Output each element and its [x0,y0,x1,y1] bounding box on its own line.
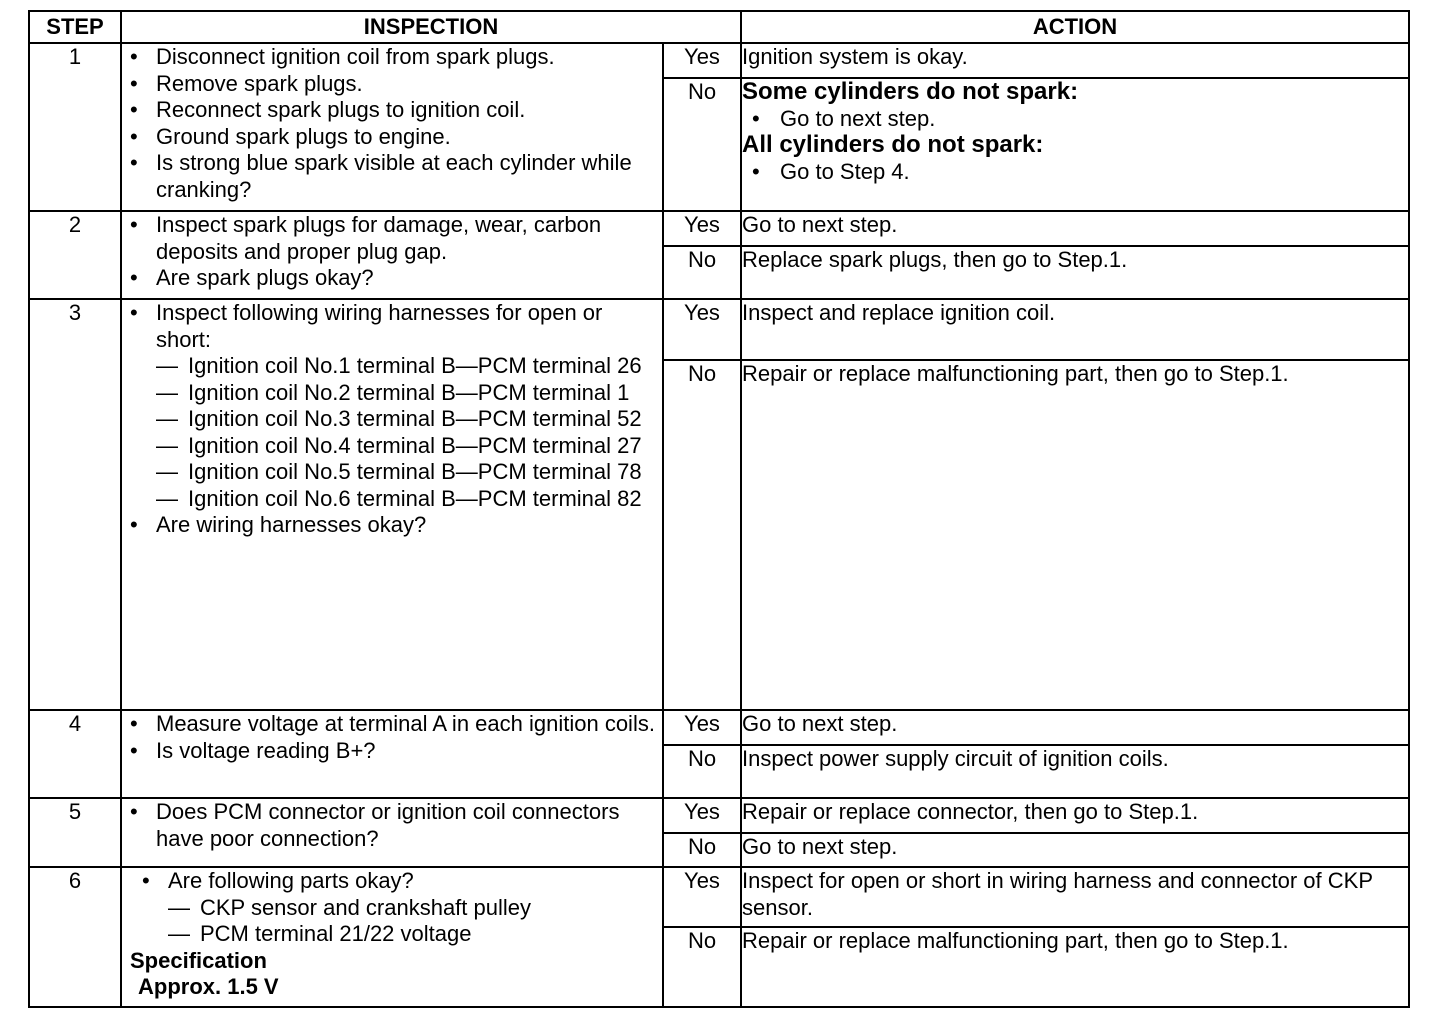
harness-item [156,486,662,513]
harness-text: Ignition coil No.3 terminal B—PCM terminal 52 [188,406,642,431]
step-number: 6 [29,867,121,1007]
parts-text: PCM terminal 21/22 voltage [200,921,472,946]
step-5-inspection [121,798,663,867]
no-label: No [663,833,741,867]
inspection-bullet: • Inspect spark plugs for damage, wear, carbon deposits and proper plug gap. [122,212,662,265]
inspection-bullet: • Remove spark plugs. [122,71,662,98]
header-step: STEP [29,11,121,43]
no-label: No [663,78,741,211]
inspection-bullet: • Are wiring harnesses okay? [122,512,662,539]
inspection-bullet: • Is voltage reading B+? [122,738,662,765]
step-1-yes-row [29,43,1409,78]
harness-text: Ignition coil No.6 terminal B—PCM terminal 82 [188,485,642,511]
step-4-yes-row [29,710,1409,745]
inspection-bullet: • Does PCM connector or ignition coil connectors have poor connection? [122,799,662,852]
no-action-heading: All cylinders do not spark: [742,131,1044,158]
step-3-yes-row [29,299,1409,360]
step-6-inspection [121,867,663,1007]
step-4-inspection [121,710,663,798]
specification-value: Approx. 1.5 V [138,974,279,999]
step-number: 5 [29,798,121,867]
harness-list [122,353,662,512]
no-action: Replace spark plugs, then go to Step.1. [741,246,1409,299]
no-action: Repair or replace malfunctioning part, then go to Step.1. [741,360,1409,710]
no-action-heading: Some cylinders do not spark: [742,78,1079,105]
no-action [741,78,1409,211]
no-label: No [663,246,741,299]
step-6-yes-row [29,867,1409,927]
yes-label: Yes [663,710,741,745]
harness-item [156,380,662,407]
step-2-yes-row [29,211,1409,246]
harness-text: Ignition coil No.1 terminal B—PCM terminal 26 [188,353,642,378]
header-action: ACTION [741,11,1409,43]
yes-label: Yes [663,867,741,927]
step-number: 4 [29,710,121,798]
step-5-yes-row [29,798,1409,833]
inspection-bullet: • Disconnect ignition coil from spark plugs. [122,44,662,71]
parts-list [130,895,662,948]
header-inspection: INSPECTION [121,11,741,43]
dash: — [156,379,178,405]
no-action: Inspect power supply circuit of ignition coils. [741,745,1409,798]
harness-text: Ignition coil No.5 terminal B—PCM terminal 78 [188,459,642,484]
yes-action: Go to next step. [741,211,1409,246]
dash: — [156,459,178,484]
dash: — [156,406,178,431]
no-action: Repair or replace malfunctioning part, then go to Step.1. [741,927,1409,1007]
no-action: Go to next step. [741,833,1409,867]
inspection-bullet: • Reconnect spark plugs to ignition coil. [122,97,662,124]
yes-label: Yes [663,43,741,78]
dash: — [156,353,178,378]
harness-item [156,353,662,380]
yes-action: Inspect for open or short in wiring harness and connector of CKP sensor. [741,867,1409,927]
dash: — [168,921,190,946]
inspection-bullet: • Is strong blue spark visible at each cylinder while cranking? [122,150,662,203]
dash: — [156,432,178,458]
inspection-bullet: • Measure voltage at terminal A in each ignition coils. [122,711,662,738]
inspection-bullet: • Are spark plugs okay? [122,265,662,292]
harness-text: Ignition coil No.2 terminal B—PCM terminal 1 [188,379,630,405]
yes-action: Go to next step. [741,710,1409,745]
step-3-inspection [121,299,663,710]
inspection-bullet: • Ground spark plugs to engine. [122,124,662,151]
step-number: 3 [29,299,121,710]
yes-label: Yes [663,798,741,833]
yes-label: Yes [663,299,741,360]
yes-label: Yes [663,211,741,246]
parts-text: CKP sensor and crankshaft pulley [200,894,531,920]
parts-item [168,895,662,922]
no-label: No [663,360,741,710]
troubleshooting-table [28,10,1410,1008]
no-action-item: • Go to next step. [742,106,1408,133]
no-action-item: • Go to Step 4. [742,159,1408,186]
harness-item [156,406,662,433]
yes-action: Ignition system is okay. [741,43,1409,78]
step-2-inspection [121,211,663,299]
harness-item [156,433,662,460]
step-1-inspection [121,43,663,211]
yes-action: Inspect and replace ignition coil. [741,299,1409,360]
no-label: No [663,927,741,1007]
dash: — [156,485,178,511]
step-number: 2 [29,211,121,299]
harness-text: Ignition coil No.4 terminal B—PCM terminal 27 [188,432,642,458]
inspection-bullet: • Inspect following wiring harnesses for open or short: [122,300,662,353]
no-label: No [663,745,741,798]
parts-item [168,921,662,948]
step-number: 1 [29,43,121,211]
harness-item [156,459,662,486]
inspection-bullet: • Are following parts okay? [134,868,662,895]
dash: — [168,894,190,920]
header-row [29,11,1409,43]
yes-action: Repair or replace connector, then go to Step.1. [741,798,1409,833]
specification-label: Specification [130,947,267,973]
